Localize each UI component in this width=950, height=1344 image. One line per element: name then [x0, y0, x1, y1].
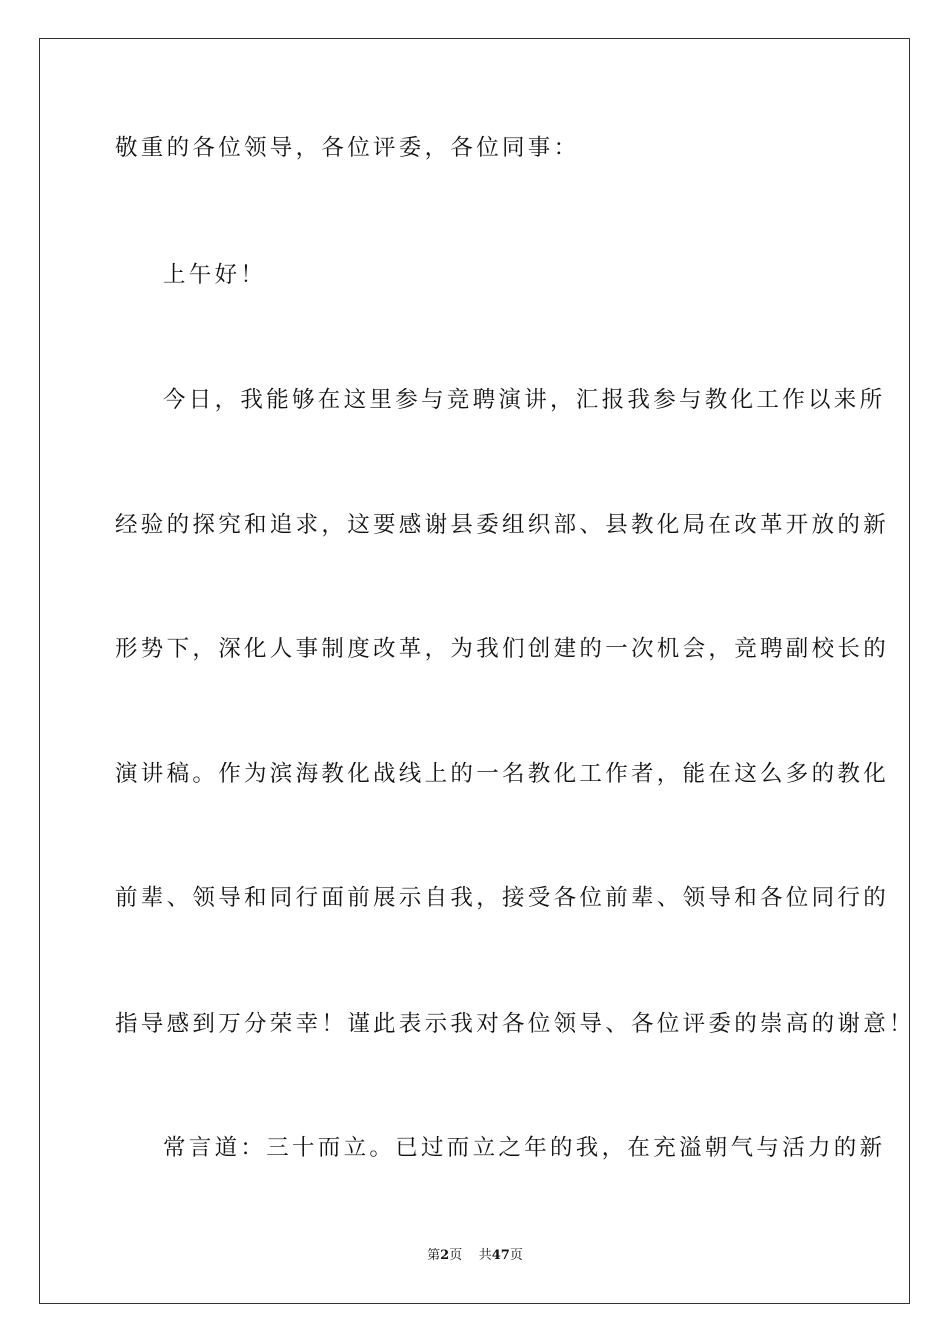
footer-total-prefix: 共	[478, 1248, 492, 1263]
body-line-2: 经验的探究和追求，这要感谢县委组织部、县教化局在改革开放的新	[115, 512, 890, 538]
greeting-line: 上午好！	[163, 262, 267, 288]
body-line-1: 今日，我能够在这里参与竞聘演讲，汇报我参与教化工作以来所	[163, 387, 886, 413]
footer-page-prefix: 第	[427, 1248, 441, 1263]
body-line-4: 演讲稿。作为滨海教化战线上的一名教化工作者，能在这么多的教化	[115, 761, 890, 787]
footer-page-suffix: 页	[449, 1248, 463, 1263]
page-footer	[0, 1247, 950, 1265]
salutation-line: 敬重的各位领导，各位评委，各位同事：	[115, 135, 580, 161]
footer-page-number: 2	[440, 1248, 450, 1263]
footer-total-suffix: 页	[509, 1248, 523, 1263]
body-line-7: 常言道：三十而立。已过而立之年的我，在充溢朝气与活力的新	[163, 1135, 886, 1161]
body-line-5: 前辈、领导和同行面前展示自我，接受各位前辈、领导和各位同行的	[115, 885, 890, 911]
page-frame	[39, 38, 910, 1304]
footer-total-pages: 47	[491, 1248, 510, 1263]
body-line-6: 指导感到万分荣幸！谨此表示我对各位领导、各位评委的崇高的谢意！	[115, 1011, 915, 1037]
body-line-3: 形势下，深化人事制度改革，为我们创建的一次机会，竞聘副校长的	[115, 636, 890, 662]
